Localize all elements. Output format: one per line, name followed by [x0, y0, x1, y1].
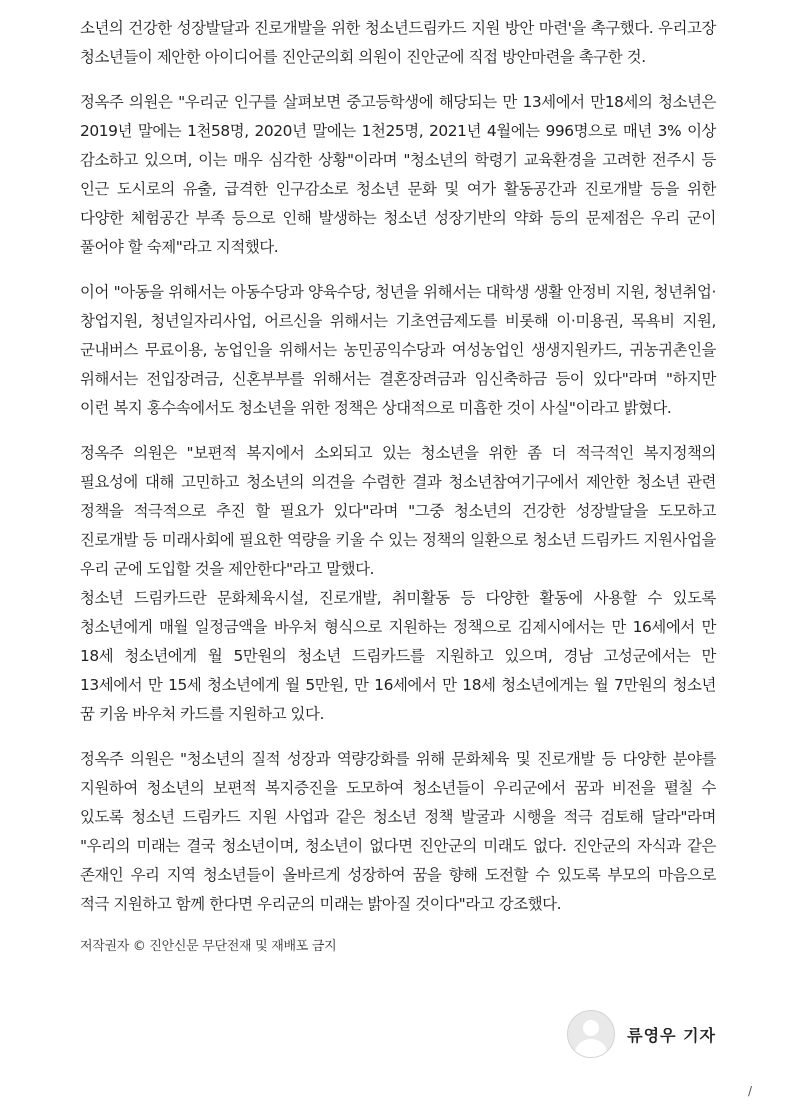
- article-paragraph-1: 소년의 건강한 성장발달과 진로개발을 위한 청소년드림카드 지원 방안 마련'을 촉구했다. 우리고장 청소년들이 제안한 아이디어를 진안군의회 의원이 진안군에 직접 방안마련을 촉구한 것.: [80, 19, 716, 66]
- avatar-head-shape: [583, 1020, 599, 1036]
- article-paragraph-3: 이어 "아동을 위해서는 아동수당과 양육수당, 청년을 위해서는 대학생 생활 안정비 지원, 청년취업·창업지원, 청년일자리사업, 어르신을 위해서는 기초연금제도를 비롯해 이·미용권, 목욕비 지원, 군내버스 무료이용, 농업인을 위해서는 농민공익수당과 여성농업인 생생지원카드, 귀농귀촌인을 위해서는 전입장려금, 신혼부부를 위해서는 결혼장려금과 임신축하금 등이 있다"라며 "하지만 이런 복지 홍수속에서도 청소년을 위한 정책은 상대적으로 미흡한 것이 사실"이라고 밝혔다.: [80, 283, 716, 417]
- copyright-notice: 저작권자 © 진안신문 무단전재 및 재배포 금지: [80, 939, 337, 954]
- user-avatar-icon: [567, 1010, 615, 1058]
- article-paragraph-5: 청소년 드림카드란 문화체육시설, 진로개발, 취미활동 등 다양한 활동에 사용할 수 있도록 청소년에게 매월 일정금액을 바우처 형식으로 지원하는 정책으로 김제시에서는 만 16세에서 만 18세 청소년에게 월 5만원의 청소년 드림카드를 지원하고 있으며, 경남 고성군에서는 만 13세에서 만 15세 청소년에게 월 5만원, 만 16세에서 만 18세 청소년에게는 월 7만원의 청소년 꿈 키움 바우처 카드를 지원하고 있다.: [80, 589, 716, 723]
- article-paragraph-4: 정옥주 의원은 "보편적 복지에서 소외되고 있는 청소년을 위한 좀 더 적극적인 복지정책의 필요성에 대해 고민하고 청소년의 의견을 수렴한 결과 청소년참여기구에서 제안한 청소년 관련 정책을 적극적으로 추진 할 필요가 있다"라며 "그중 청소년의 건강한 성장발달을 도모하고 진로개발 등 미래사회에 필요한 역량을 키울 수 있는 정책의 일환으로 청소년 드림카드 지원사업을 우리 군에 도입할 것을 제안한다"라고 말했다.: [80, 444, 716, 578]
- article-body: [80, 14, 716, 957]
- avatar-shoulders-shape: [575, 1039, 607, 1058]
- article-paragraph-6: 정옥주 의원은 "청소년의 질적 성장과 역량강화를 위해 문화체육 및 진로개발 등 다양한 분야를 지원하여 청소년의 보편적 복지증진을 도모하여 청소년들이 우리군에서 꿈과 비전을 펼칠 수 있도록 청소년 드림카드 지원 사업과 같은 청소년 정책 발굴과 시행을 적극 검토해 달라"라며 "우리의 미래는 결국 청소년이며, 청소년이 없다면 진안군의 미래도 없다. 진안군의 자식과 같은 존재인 우리 지역 청소년들이 올바르게 성장하여 꿈을 향해 도전할 수 있도록 부모의 마음으로 적극 지원하고 함께 한다면 우리군의 미래는 밝아질 것이다"라고 강조했다.: [80, 750, 716, 913]
- reporter-name[interactable]: 류영우 기자: [627, 1025, 716, 1045]
- page-mark: /: [748, 1084, 753, 1098]
- article-paragraph-2: 정옥주 의원은 "우리군 인구를 살펴보면 중고등학생에 해당되는 만 13세에서 만18세의 청소년은 2019년 말에는 1천58명, 2020년 말에는 1천25명, 2021년 4월에는 996명으로 매년 3% 이상 감소하고 있으며, 이는 매우 심각한 상황"이라며 "청소년의 학령기 교육환경을 고려한 전주시 등 인근 도시로의 유출, 급격한 인구감소로 청소년 문화 및 여가 활동공간과 진로개발 등을 위한 다양한 체험공간 부족 등으로 인해 발생하는 청소년 성장기반의 약화 등의 문제점은 우리 군이 풀어야 할 숙제"라고 지적했다.: [80, 93, 716, 256]
- reporter-byline[interactable]: [567, 1010, 716, 1058]
